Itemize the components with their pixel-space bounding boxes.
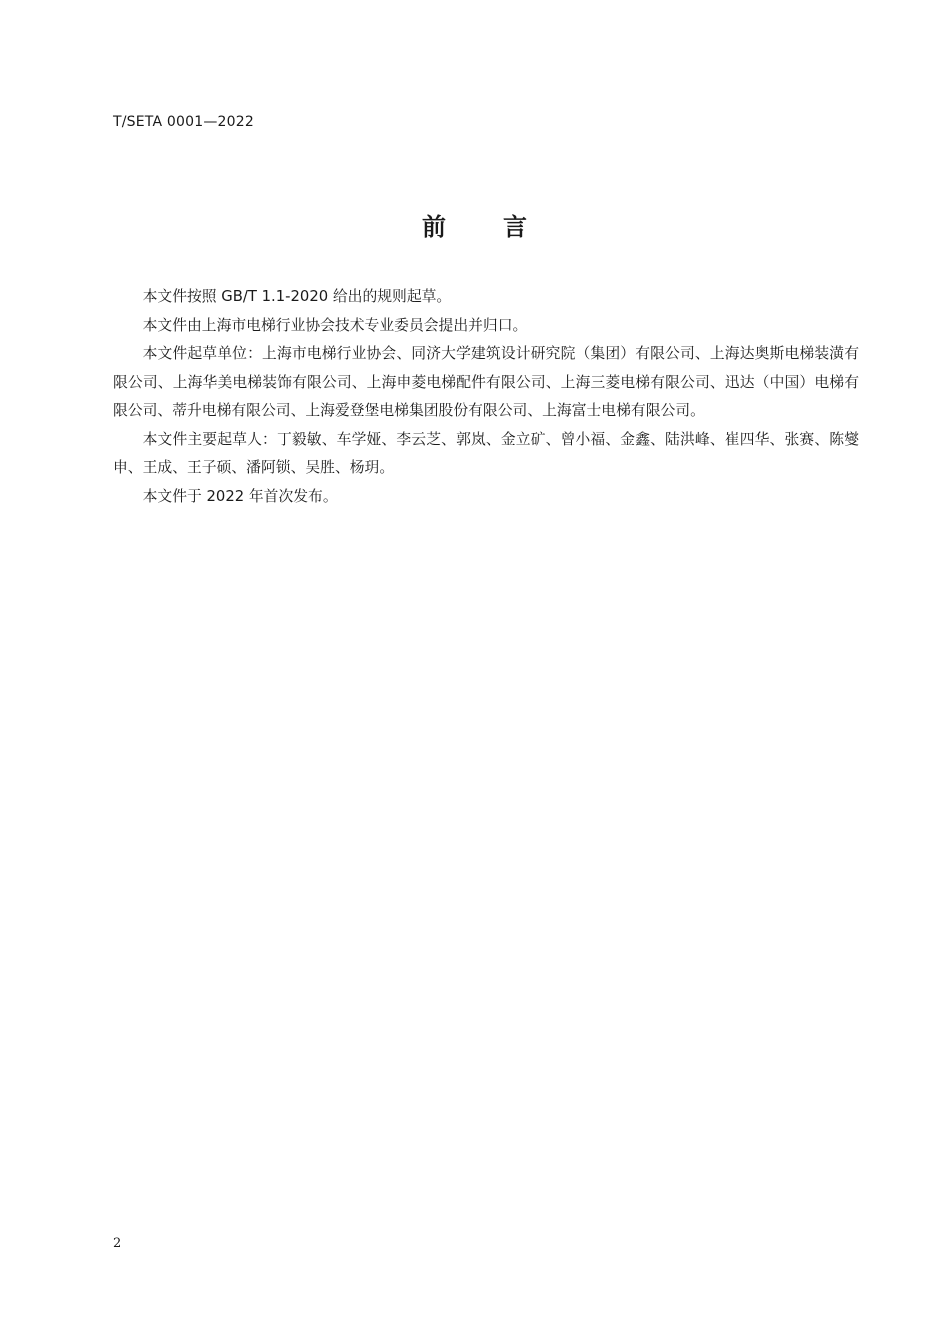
paragraph-proposer: 本文件由上海市电梯行业协会技术专业委员会提出并归口。 [142, 316, 528, 334]
paragraph-first-release: 本文件于 2022 年首次发布。 [142, 487, 338, 505]
foreword-body [113, 283, 859, 511]
title-char-2: 言 [503, 213, 528, 241]
paragraph-drafting-rules: 本文件按照 GB/T 1.1-2020 给出的规则起草。 [142, 288, 452, 305]
paragraph-main-drafters: 本文件主要起草人：丁毅敏、车学娅、李云芝、郭岚、金立矿、曾小福、金鑫、陆洪峰、崔四华、张赛、陈燮申、王成、王子硕、潘阿锁、吴胜、杨玥。 [113, 430, 859, 476]
title-char-1: 前 [422, 213, 447, 241]
paragraph-drafting-units: 本文件起草单位：上海市电梯行业协会、同济大学建筑设计研究院（集团）有限公司、上海达奥斯电梯装潢有限公司、上海华美电梯装饰有限公司、上海申菱电梯配件有限公司、上海三菱电梯有限公司、迅达（中国）电梯有限公司、蒂升电梯有限公司、上海爱登堡电梯集团股份有限公司、上海富士电梯有限公司。 [113, 345, 859, 419]
standard-code: T/SETA 0001—2022 [113, 114, 254, 130]
page-title [0, 207, 950, 242]
page-number: 2 [113, 1236, 122, 1251]
